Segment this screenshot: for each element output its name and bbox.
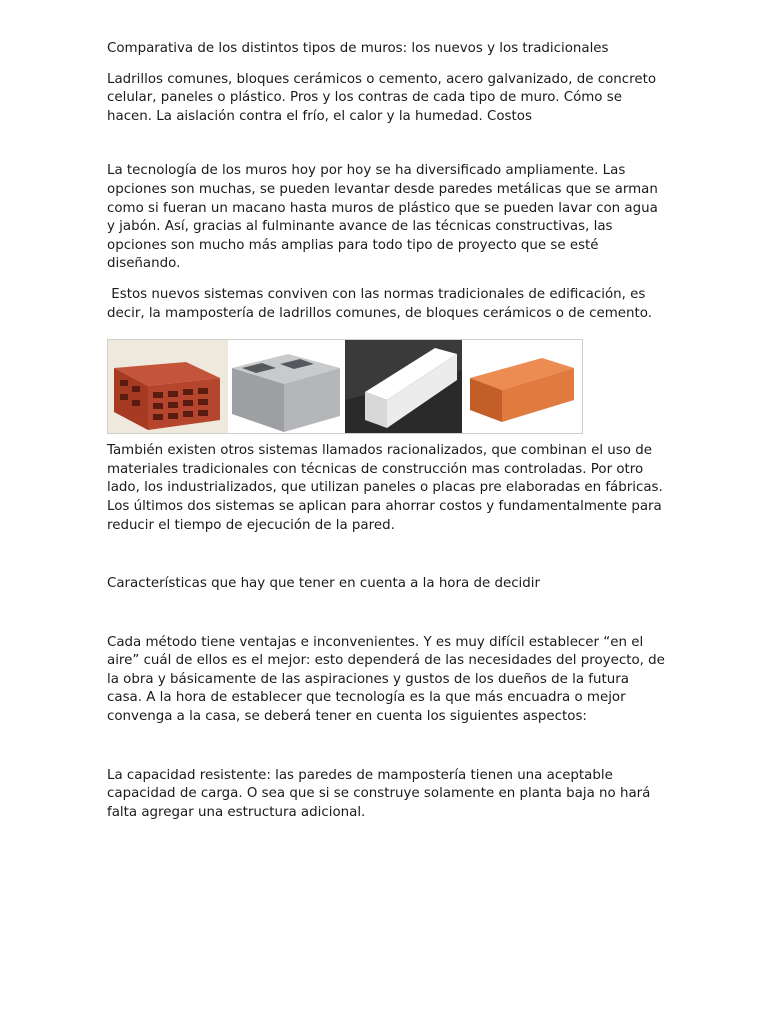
paragraph-traditional-systems: Estos nuevos sistemas conviven con las normas tradicionales de edificación, es decir, la mampostería de ladrillos comunes, de bloques cerámicos o de cemento. [107, 286, 652, 321]
intro-paragraph: Ladrillos comunes, bloques cerámicos o cemento, acero galvanizado, de concreto celular, paneles o plástico. Pros y los contras de cada tipo de muro. Cómo se hacen. La aislación contra el frío, el calor y la humedad. Costos [107, 71, 661, 124]
document-title: Comparativa de los distintos tipos de muros: los nuevos y los tradicionales [107, 41, 609, 56]
brick-types-image-strip [107, 339, 583, 434]
aerated-concrete-block-image [345, 340, 462, 433]
hollow-ceramic-brick-image [108, 340, 228, 433]
paragraph-technology: La tecnología de los muros hoy por hoy se ha diversificado ampliamente. Las opciones son muchas, se pueden levantar desde paredes metálicas que se arman como si fueran un macano hasta muros de plástico que se pueden lavar con agua y jabón. Así, gracias al fulminante avance de las técnicas constructivas, las opciones son mucho más amplias para todo tipo de proyecto que se esté diseñando. [107, 163, 663, 272]
common-clay-brick-image [462, 340, 582, 433]
document-page [107, 40, 672, 822]
paragraph-advantages: Cada método tiene ventajas e inconvenientes. Y es muy difícil establecer “en el aire” cuál de ellos es el mejor: esto dependerá de las necesidades del proyecto, de la obra y básicamente de las aspiraciones y gustos de los dueños de la futura casa. A la hora de establecer que tecnología es la que más encuadra o mejor convenga a la casa, se deberá tener en cuenta los siguientes aspectos: [107, 634, 670, 725]
section-subheading: Características que hay que tener en cuenta a la hora de decidir [107, 576, 541, 592]
paragraph-rationalized-systems: También existen otros sistemas llamados racionalizados, que combinan el uso de materiales tradicionales con técnicas de construcción mas controladas. Por otro lado, los industrializados, que utilizan paneles o placas pre elaboradas en fábricas. Los últimos dos sistemas se aplican para ahorrar costos y fundamentalmente para reducir el tiempo de ejecución de la pared. [107, 443, 672, 533]
concrete-block-image [228, 340, 345, 433]
paragraph-load-capacity: La capacidad resistente: las paredes de mampostería tienen una aceptable capacidad de carga. O sea que si se construye solamente en planta baja no hará falta agregar una estructura adicional. [107, 767, 655, 820]
